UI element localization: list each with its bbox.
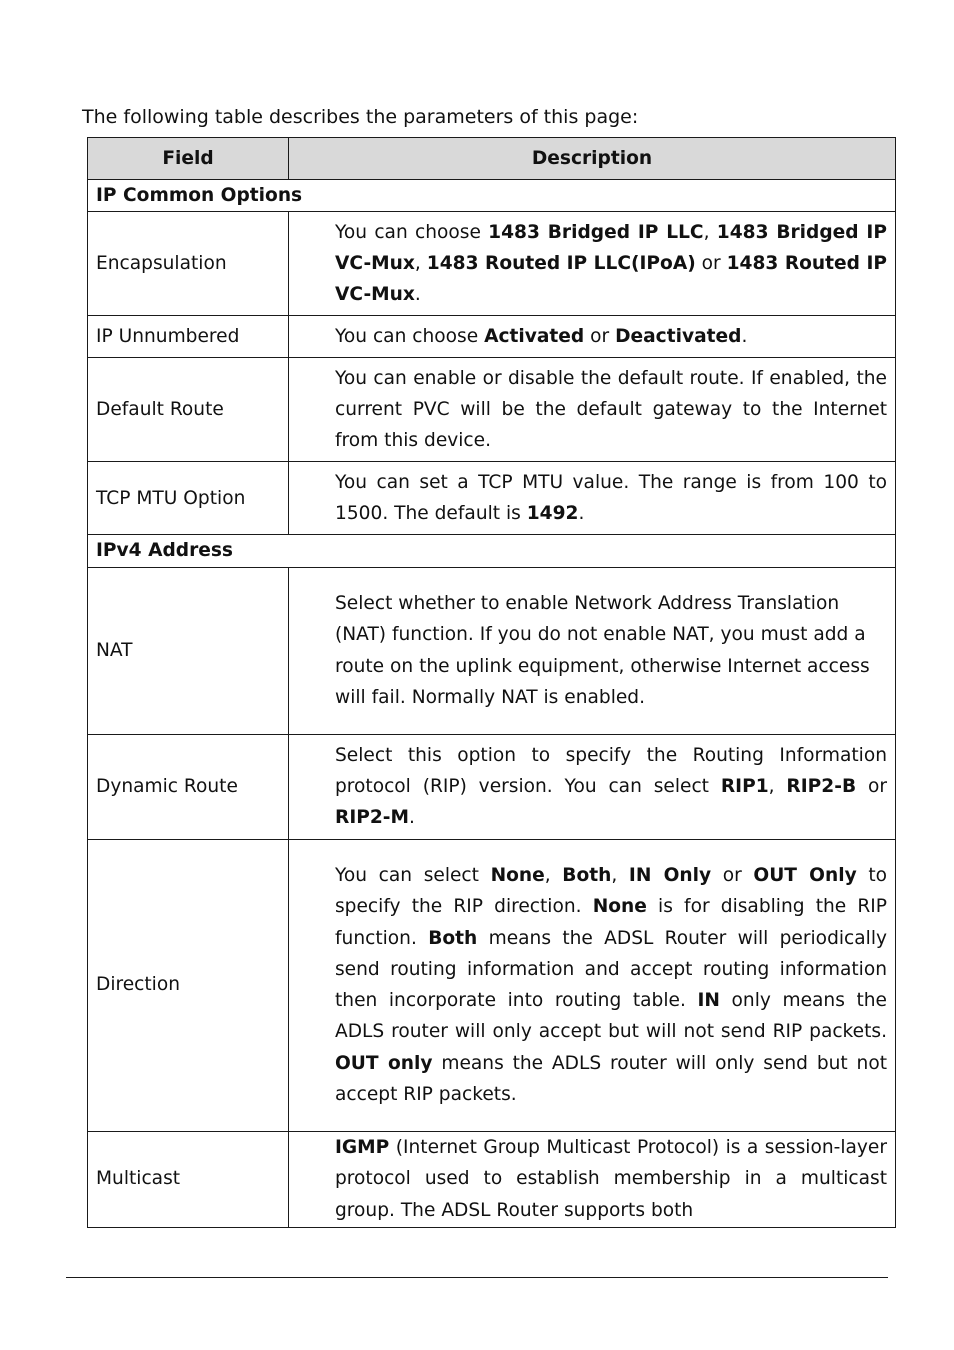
intro-text: The following table describes the parameters of this page: — [82, 106, 639, 128]
field-description: Select this option to specify the Routing Information protocol (RIP) version. You can select RIP1, RIP2-B or RIP2-M. — [289, 734, 896, 839]
field-description: Select whether to enable Network Address Translation (NAT) function. If you do not enable NAT, you must add a route on the uplink equipment, otherwise Internet access will fail. Normally NAT is enabled. — [289, 567, 896, 734]
bold-term: Deactivated — [615, 326, 742, 348]
field-description: You can set a TCP MTU value. The range is from 100 to 1500. The default is 1492. — [289, 462, 896, 535]
table-row — [88, 1131, 896, 1227]
bold-term: RIP2-M — [335, 807, 410, 829]
bold-term: Activated — [484, 326, 585, 348]
bold-term: 1483 Routed IP VC-Mux — [335, 253, 888, 306]
bold-term: 1483 Bridged IP VC-Mux — [335, 221, 887, 275]
field-description: You can choose Activated or Deactivated. — [289, 316, 896, 358]
bold-term: None — [592, 896, 647, 918]
field-name: Multicast — [88, 1131, 289, 1227]
table-row — [88, 567, 896, 734]
table-row — [88, 358, 896, 462]
field-name: Encapsulation — [88, 212, 289, 316]
table-row — [88, 316, 896, 358]
table-header-row — [88, 138, 896, 180]
bold-term: 1483 Bridged IP LLC — [488, 221, 704, 243]
bold-term: IGMP — [335, 1137, 390, 1159]
field-name: Dynamic Route — [88, 734, 289, 839]
bold-term: 1483 Routed IP LLC(IPoA) — [426, 253, 696, 275]
section-row-ipv4-address — [88, 535, 896, 567]
field-name: Direction — [88, 839, 289, 1131]
field-name: NAT — [88, 567, 289, 734]
table-row — [88, 212, 896, 316]
bold-term: IN — [697, 990, 720, 1012]
bold-term: RIP2-B — [786, 775, 857, 797]
bold-term: None — [490, 864, 545, 886]
bold-term: 1492 — [526, 503, 579, 525]
parameters-table — [87, 137, 896, 1228]
field-description: You can select None, Both, IN Only or OUT Only to specify the RIP direction. None is for disabling the RIP function. Both means the ADSL Router will periodically send routing information and accept routing information then incorporate into routing table. IN only means the ADLS router will only accept but will not send RIP packets. OUT only means the ADLS router will only send but not accept RIP packets. — [289, 839, 896, 1131]
section-row-ip-common-options — [88, 180, 896, 212]
bold-term: RIP1 — [720, 775, 769, 797]
table-row — [88, 839, 896, 1131]
bold-term: Both — [562, 864, 612, 886]
table-row — [88, 734, 896, 839]
field-description: IGMP (Internet Group Multicast Protocol) is a session-layer protocol used to establish membership in a multicast group. The ADSL Router supports both — [289, 1131, 896, 1227]
field-name: TCP MTU Option — [88, 462, 289, 535]
bold-term: OUT Only — [753, 864, 857, 886]
field-name: IP Unnumbered — [88, 316, 289, 358]
column-header-field: Field — [88, 138, 289, 180]
table-row — [88, 462, 896, 535]
footer-divider — [66, 1277, 888, 1278]
section-title: IPv4 Address — [88, 535, 896, 567]
field-description: You can enable or disable the default route. If enabled, the current PVC will be the default gateway to the Internet from this device. — [289, 358, 896, 462]
field-name: Default Route — [88, 358, 289, 462]
section-title: IP Common Options — [88, 180, 896, 212]
bold-term: Both — [428, 927, 478, 949]
column-header-description: Description — [289, 138, 896, 180]
bold-term: IN Only — [628, 864, 712, 886]
bold-term: OUT only — [335, 1052, 433, 1074]
field-description: You can choose 1483 Bridged IP LLC, 1483 Bridged IP VC-Mux, 1483 Routed IP LLC(IPoA) or 1483 Routed IP VC-Mux. — [289, 212, 896, 316]
